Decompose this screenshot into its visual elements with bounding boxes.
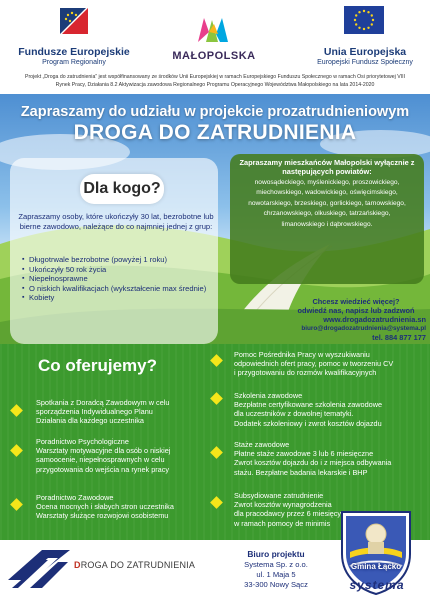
list-item: miechowskiego, wadowickiego, oświęcimskiego, (256, 189, 398, 197)
offer-item-line: Poradnictwo Psychologiczne (36, 437, 129, 446)
offer-item-line: Zwrot kosztów wynagrodzenia (234, 500, 332, 510)
offer-item-line: sporządzenia Indywidualnego Planu (36, 407, 153, 417)
logo-strip (0, 0, 430, 72)
ue-name: Unia Europejska (323, 46, 407, 58)
offer-item-line: Spotkania z Doradcą Zawodowym w celu (36, 398, 170, 407)
for-whom-intro: Zapraszamy osoby, które ukończyły 30 lat, bezrobotne lub bierne zawodowo, należące do co najmniej jednej z grup: (18, 212, 214, 231)
offer-item-line: Dodatek szkoleniowy i zwrot kosztów dojazdu (234, 418, 382, 428)
offer-item (36, 437, 208, 474)
offer-item (234, 350, 428, 378)
offer-item-line: w ramach pomocy de minimis (234, 518, 331, 528)
offer-item-line: Pomoc Pośrednika Pracy w wyszukiwaniu (234, 350, 370, 359)
offer-item-line: Działania dla każdego uczestnika (36, 416, 144, 426)
project-funding-info: Projekt „Droga do zatrudnienia” jest współfinansowany ze środków Unii Europejskiej w ramach Europejskiego Funduszu Społecznego w ramach Osi priorytetowej VIII Rynek Pracy, Działania 8.2 Aktywizacja zawodowa Regionalnego Programu Operacyjnego Województwa Małopolskiego na lata 2014-2020 (24, 74, 406, 88)
list-item: ▪ O niskich kwalifikacjach (wykształcenie max średnie) (22, 284, 218, 294)
offer-item-line: dla uczestników z dowolnej tematyki. (234, 409, 354, 419)
regions-list (236, 178, 418, 230)
offer-item-line: Płatne staże zawodowe 3 lub 6 miesięczne (234, 449, 374, 459)
offer-item-line: samoocenie, niepełnosprawnych w celu (36, 455, 165, 465)
offer-item-line: Zwrot kosztów dojazdu do i z miejsca odbywania (234, 458, 392, 468)
list-item: nowotarskiego, brzeskiego, gorlickiego, tarnowskiego, (248, 199, 406, 207)
for-whom-heading: Dla kogo? (80, 174, 164, 204)
malopolska-logo (158, 8, 270, 68)
offer-item-line: stażu. Bezpłatne badania lekarskie i BHP (234, 467, 368, 477)
fe-subtitle: Program Regionalny (42, 59, 106, 66)
contact-email-link[interactable]: biuro@drogadozatrudnienia@systema.pl (301, 325, 426, 332)
road-logo-icon (8, 546, 70, 588)
offer-item-line: Poradnictwo Zawodowe (36, 493, 114, 502)
office-line: Systema Sp. z o.o. (244, 560, 308, 569)
offer-item (36, 493, 208, 521)
list-item: ▪ Kobiety (22, 293, 218, 303)
list-item: limanowskiego i dąbrowskiego. (281, 220, 373, 228)
contact-block (286, 297, 430, 342)
project-logo-text (74, 560, 195, 570)
office-line: 33-300 Nowy Sącz (244, 580, 308, 589)
hero-title: DROGA DO ZATRUDNIENIA (73, 121, 357, 144)
fundusze-europejskie-logo (14, 6, 134, 68)
offer-item-line: Staże zawodowe (234, 440, 290, 449)
office-line: ul. 1 Maja 5 (256, 570, 296, 579)
list-item: ▪ Niepełnosprawne (22, 274, 218, 284)
list-item: ▪ Długotrwale bezrobotne (powyżej 1 roku) (22, 255, 218, 265)
contact-invite: odwiedź nas, napisz lub zadzwoń (297, 306, 415, 315)
offer-heading: Co oferujemy? (38, 356, 158, 375)
list-item: nowosądeckiego, myślenickiego, proszowickiego, (254, 179, 400, 186)
list-item: chrzanowskiego, olkuskiego, tatrzańskiego, (263, 210, 391, 218)
offer-item-line: Bezpłatne certyfikowane szkolenia zawodowe (234, 400, 383, 410)
project-logo-rest: ROGA DO ZATRUDNIENIA (80, 560, 196, 570)
offer-item-line: odpowiednich ofert pracy, pomoc w tworzeniu CV (234, 359, 394, 369)
unia-europejska-logo (306, 6, 424, 68)
offer-item-line: Subsydiowane zatrudnienie (234, 491, 324, 500)
offer-item (234, 391, 428, 428)
offer-item-line: Warsztaty motywacyjne dla osób o niskiej (36, 446, 171, 456)
list-item: ▪ Ukończyły 50 rok życia (22, 265, 218, 275)
offer-item-line: Warsztaty służące rozwojowi osobistemu (36, 511, 169, 521)
offer-item (36, 398, 208, 426)
criteria-list (22, 255, 218, 303)
offer-item-line: i przygotowaniu do rozmów kwalifikacyjnych (234, 368, 377, 378)
offer-item-line: przygotowania do wejścia na rynek pracy (36, 464, 170, 474)
contact-website-link[interactable]: www.drogadozatrudnienia.sn (323, 315, 426, 324)
offer-item (234, 491, 354, 528)
ue-subtitle: Europejski Fundusz Społeczny (317, 59, 413, 66)
malopolska-name: MAŁOPOLSKA (172, 50, 256, 62)
offer-item-line: Ocena mocnych i słabych stron uczestnika (36, 502, 174, 512)
crest-label: Gmina Łącko (350, 562, 402, 571)
offer-item-line: Szkolenia zawodowe (234, 391, 303, 400)
office-title: Biuro projektu (247, 549, 305, 559)
offer-item-line: dla pracodawcy przez 6 miesięcy (234, 509, 342, 519)
fe-name: Fundusze Europejskie (18, 46, 130, 58)
contact-phone[interactable]: tel. 884 877 177 (372, 333, 426, 342)
fe-flag-icon (58, 6, 92, 36)
malopolska-mark-icon (196, 14, 232, 44)
offer-item (234, 440, 428, 477)
project-logo-initial: D (74, 560, 81, 570)
systema-brand-logo: systema (349, 578, 405, 592)
regions-heading: Zapraszamy mieszkańców Małopolski wyłącznie z następujących powiatów: (239, 158, 415, 176)
contact-question: Chcesz wiedzieć więcej? (312, 297, 400, 306)
eu-flag-icon (344, 6, 384, 34)
hero-intro: Zapraszamy do udziału w projekcie prozatrudnieniowym (20, 104, 410, 120)
